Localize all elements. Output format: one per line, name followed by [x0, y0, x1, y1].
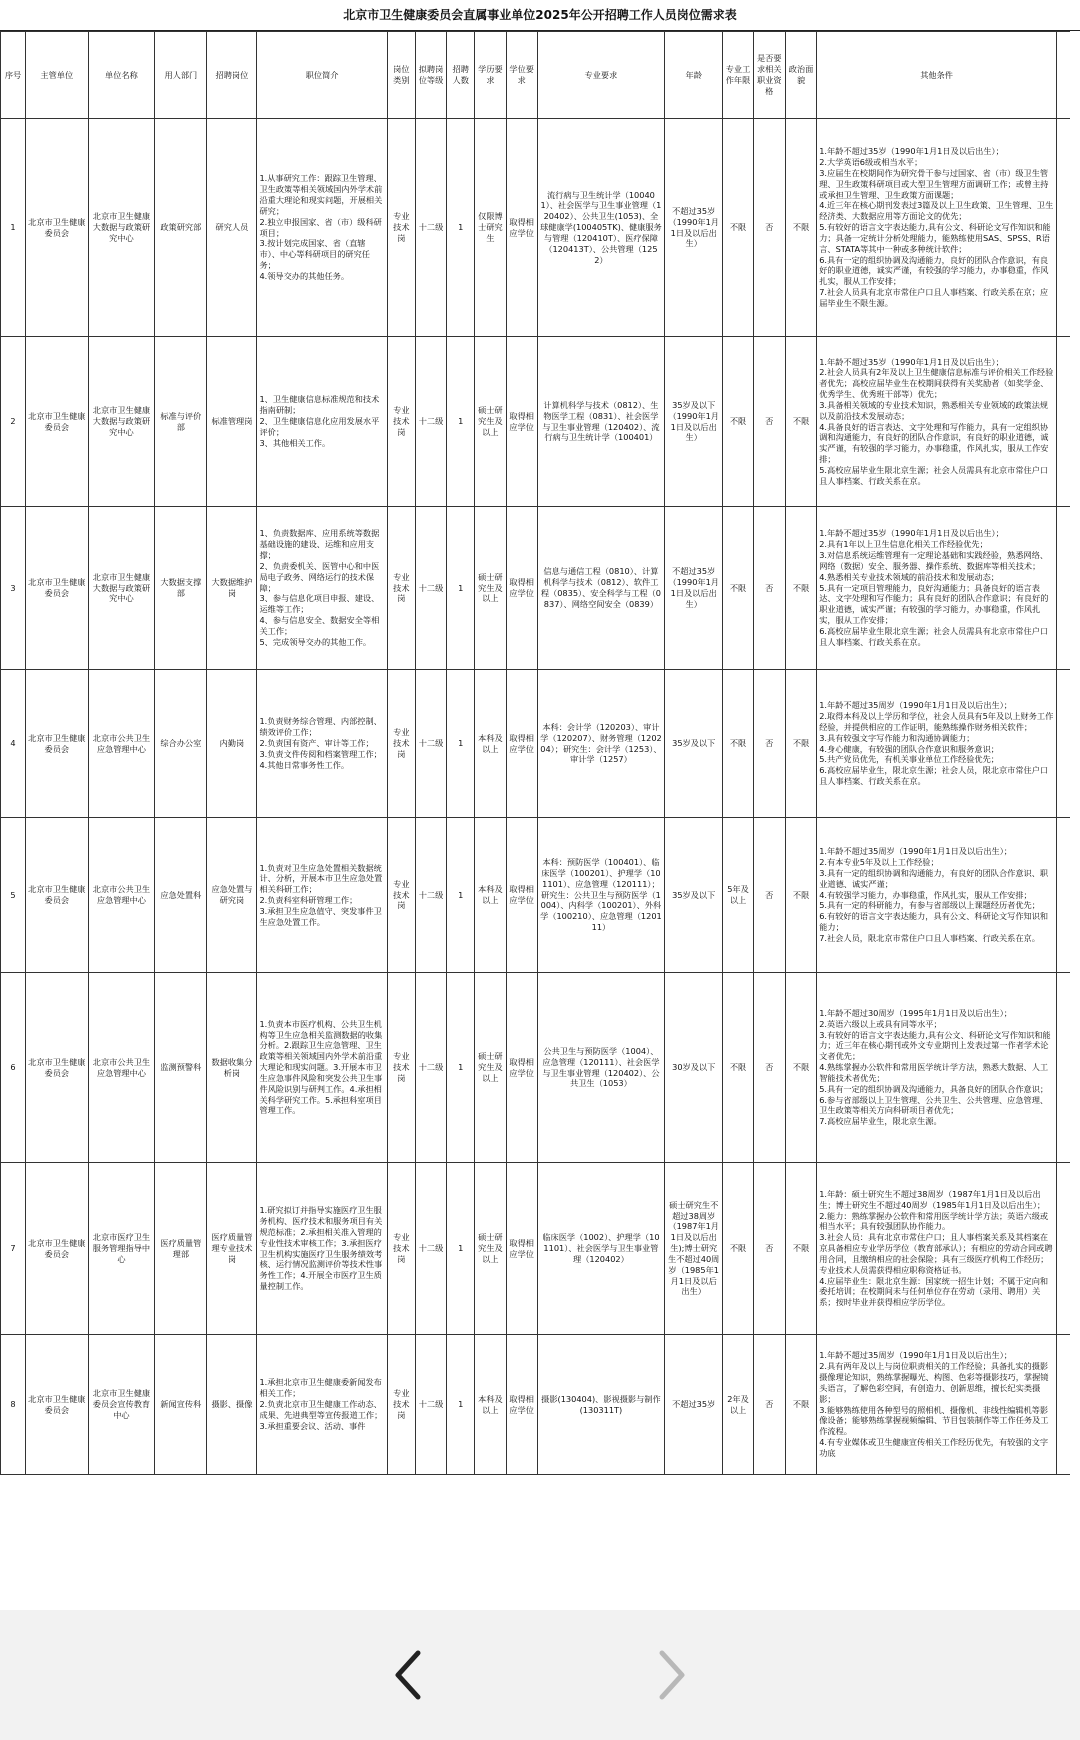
hiring-department: 新闻宣传科	[155, 1335, 207, 1475]
age-requirement: 35岁及以下	[665, 670, 723, 818]
row-number: 5	[1, 818, 26, 973]
job-description: 1.负责财务综合管理、内部控制、绩效评价工作； 2.负责国有资产、审计等工作； 3.负责文件传阅和档案管理工作； 4.其他日常事务性工作。	[257, 670, 387, 818]
previous-page-button[interactable]	[378, 1645, 438, 1705]
other-conditions: 1.年龄不超过35岁（1990年1月1日及以后出生）； 2.社会人员具有2年及以上卫生健康信息标准与评价相关工作经验者优先；高校应届毕业生在校期间获得有关奖励者（如奖学金、优秀学生、优秀班干部等）优先； 3.具备相关领域的专业技术知识，熟悉相关专业领域的政策法规以及前沿技术发展动态； 4.具备良好的语言表达、文字处理和写作能力，具有一定组织协调和沟通能力，有良好的团队合作意识，有良好的职业道德，诚实严谨，有较强的学习能力，办事稳重，作风扎实，服从工作安排； 5.高校应届毕业生限北京生源；社会人员需具有北京市常住户口且人事档案、行政关系在京。	[817, 337, 1057, 507]
other-conditions: 1.年龄：硕士研究生不超过38周岁（1987年1月1日及以后出生；博士研究生不超过40周岁（1985年1月1日及以后出生）； 2.能力：熟练掌握办公软件和常用医学统计学方法；英语六级或相当水平；具有较强团队协作能力。 3.社会人员：具有北京市常住户口；且人事档案关系及其档案在京具备相应专业学历学位（教育部承认）；有相应的劳动合同或聘用合同，且缴纳相应的社会保险；具有三级医疗机构工作经历；专业技术人员需获得相应职称资格证书。 4.应届毕业生：限北京生源：国家统一招生计划；不属于定向和委托培训；在校期间未与任何单位存在劳动（录用、聘用）关系；按时毕业并获得相应学历学位。	[817, 1163, 1057, 1335]
unit-name: 北京市卫生健康委员会宣传教育中心	[88, 1335, 155, 1475]
work-years: 不限	[723, 337, 753, 507]
table-row	[1, 670, 1078, 818]
hiring-count: 1	[447, 119, 475, 337]
hiring-department: 综合办公室	[155, 670, 207, 818]
hiring-department: 监测预警科	[155, 973, 207, 1163]
column-header: 其他条件	[817, 32, 1057, 119]
degree-requirement: 取得相应学位	[506, 670, 537, 818]
row-number: 3	[1, 507, 26, 670]
job-description: 1.从事研究工作：跟踪卫生管理、卫生政策等相关领域国内外学术前沿重大理论和现实问题，开展相关研究； 2.独立申报国家、省（市）级科研项目； 3.按计划完成国家、省（直辖市）、中心等科研项目的研究任务； 4.领导交办的其他任务。	[257, 119, 387, 337]
major-requirement: 计算机科学与技术（0812）、生物医学工程（0831）、社会医学与卫生事业管理（120402）、流行病与卫生统计学（100401）	[537, 337, 664, 507]
hiring-count: 1	[447, 670, 475, 818]
supervising-dept: 北京市卫生健康委员会	[26, 1163, 89, 1335]
column-header: 序号	[1, 32, 26, 119]
position-category: 专业技术岗	[387, 670, 415, 818]
hiring-department: 政策研究部	[155, 119, 207, 337]
other-conditions: 1.年龄不超过35周岁（1990年1月1日及以后出生）； 2.取得本科及以上学历和学位，社会人员具有5年及以上财务工作经验，并提供相应的工作证明，能熟练操作财务相关软件； 3.具有较强文字写作能力和沟通协调能力； 4.身心健康，有较强的团队合作意识和服务意识； 5.共产党员优先，有机关事业单位工作经验优先； 6.高校应届毕业生，限北京生源；社会人员，限北京市常住户口且人事档案、行政关系在京。	[817, 670, 1057, 818]
position-category: 专业技术岗	[387, 507, 415, 670]
row-number: 6	[1, 973, 26, 1163]
position-category: 专业技术岗	[387, 818, 415, 973]
column-header: 年龄	[665, 32, 723, 119]
work-years: 不限	[723, 507, 753, 670]
job-description: 1.研究拟订并指导实施医疗卫生服务机构、医疗技术和服务项目有关规范标准；2.承担相关准入管理的专业性技术审核工作；3.承担医疗卫生机构实施医疗卫生服务绩效考核、运行情况监测评价等技术性事务性工作；4.开展全市医疗卫生质量控制工作。	[257, 1163, 387, 1335]
position-name: 数据收集分析岗	[207, 973, 257, 1163]
unit-name: 北京市医疗卫生服务管理指导中心	[88, 1163, 155, 1335]
row-number: 8	[1, 1335, 26, 1475]
hiring-count: 1	[447, 507, 475, 670]
major-requirement: 流行病与卫生统计学（100401）、社会医学与卫生事业管理（120402）、公共卫生(1053)、全球健康学(100405TK)、健康服务与管理（120410T）、医疗保障（120413T）、公共管理（1252）	[537, 119, 664, 337]
certificate-requirement: 否	[753, 670, 785, 818]
position-level: 十二级	[415, 507, 446, 670]
column-header: 学历要求	[475, 32, 506, 119]
certificate-requirement: 否	[753, 119, 785, 337]
supervising-dept: 北京市卫生健康委员会	[26, 337, 89, 507]
table-row	[1, 973, 1078, 1163]
column-header: 主管单位	[26, 32, 89, 119]
position-category: 专业技术岗	[387, 337, 415, 507]
work-years: 2年及以上	[723, 1335, 753, 1475]
degree-requirement: 取得相应学位	[506, 337, 537, 507]
education-requirement: 硕士研究生及以上	[475, 1163, 506, 1335]
degree-requirement: 取得相应学位	[506, 973, 537, 1163]
degree-requirement: 取得相应学位	[506, 507, 537, 670]
education-requirement: 本科及以上	[475, 670, 506, 818]
column-header: 职位简介	[257, 32, 387, 119]
column-header: 是否要求相关职业资格	[753, 32, 785, 119]
political-status: 不限	[785, 337, 816, 507]
job-description: 1、卫生健康信息标准规范和技术指南研制； 2、卫生健康信息化应用发展水平评价； 3、其他相关工作。	[257, 337, 387, 507]
age-requirement: 不超过35岁（1990年1月1日及以后出生）	[665, 507, 723, 670]
column-header: 专业工作年限	[723, 32, 753, 119]
political-status: 不限	[785, 119, 816, 337]
age-requirement: 不超过35岁（1990年1月1日及以后出生）	[665, 119, 723, 337]
certificate-requirement: 否	[753, 337, 785, 507]
position-category: 专业技术岗	[387, 1335, 415, 1475]
position-name: 摄影、摄像	[207, 1335, 257, 1475]
table-row	[1, 507, 1078, 670]
education-requirement: 仅限博士研究生	[475, 119, 506, 337]
column-header: 学位要求	[506, 32, 537, 119]
job-description: 1.负责本市医疗机构、公共卫生机构等卫生应急相关监测数据的收集分析。2.跟踪卫生应急管理、卫生政策等相关领域国内外学术前沿重大理论和现实问题。3.开展本市卫生应急事件风险和突发公共卫生事件风险识别与研判工作。4.承担相关科学研究工作。5.承担科室项目管理工作。	[257, 973, 387, 1163]
position-name: 医疗质量管理专业技术岗	[207, 1163, 257, 1335]
other-conditions: 1.年龄不超过35周岁（1990年1月1日及以后出生）； 2.具有两年及以上与岗位职责相关的工作经验；具备扎实的摄影摄像理论知识，熟练掌握曝光、构图、色彩等摄影技巧，掌握镜头语言，了解色彩空间，有创造力、创新思维，擅长纪实类摄影； 3.能够熟练使用各种型号的照相机、摄像机、非线性编辑机等影像设备；能够熟练掌握视频编辑、节目包装制作等工作任务及工作流程。 4.有专业媒体或卫生健康宣传相关工作经历优先，有较强的文字功底	[817, 1335, 1057, 1475]
column-header: 拟聘岗位等级	[415, 32, 446, 119]
political-status: 不限	[785, 973, 816, 1163]
age-requirement: 硕士研究生不超过38周岁（1987年1月1日及以后出生);博士研究生不超过40周岁（1985年1月1日及以后出生）	[665, 1163, 723, 1335]
education-requirement: 本科及以上	[475, 818, 506, 973]
table-row	[1, 1335, 1078, 1475]
row-number: 7	[1, 1163, 26, 1335]
degree-requirement: 取得相应学位	[506, 1163, 537, 1335]
age-requirement: 不超过35岁	[665, 1335, 723, 1475]
supervising-dept: 北京市卫生健康委员会	[26, 1335, 89, 1475]
position-level: 十二级	[415, 1163, 446, 1335]
degree-requirement: 取得相应学位	[506, 119, 537, 337]
table-title: 北京市卫生健康委员会直属事业单位2025年公开招聘工作人员岗位需求表	[0, 0, 1080, 31]
political-status: 不限	[785, 1335, 816, 1475]
major-requirement: 公共卫生与预防医学（1004）、应急管理（120111）、社会医学与卫生事业管理（120402）、公共卫生（1053）	[537, 973, 664, 1163]
supervising-dept: 北京市卫生健康委员会	[26, 973, 89, 1163]
certificate-requirement: 否	[753, 818, 785, 973]
chevron-right-icon	[652, 1647, 692, 1703]
row-number: 1	[1, 119, 26, 337]
work-years: 5年及以上	[723, 818, 753, 973]
other-conditions: 1.年龄不超过35周岁（1990年1月1日及以后出生）； 2.有本专业5年及以上工作经验； 3.具有一定的组织协调和沟通能力，有良好的团队合作意识、职业道德、诚实严谨； 4.有较强学习能力，办事稳重，作风扎实，服从工作安排； 5.具有一定的科研能力，有参与省部级以上课题经历者优先； 6.有较好的语言文字表达能力，具有公文、科研论文写作知识和能力； 7.社会人员，限北京市常住户口且人事档案、行政关系在京。	[817, 818, 1057, 973]
position-level: 十二级	[415, 670, 446, 818]
political-status: 不限	[785, 670, 816, 818]
position-name: 研究人员	[207, 119, 257, 337]
unit-name: 北京市卫生健康大数据与政策研究中心	[88, 119, 155, 337]
column-header: 岗位类别	[387, 32, 415, 119]
column-header: 单位名称	[88, 32, 155, 119]
unit-name: 北京市卫生健康大数据与政策研究中心	[88, 337, 155, 507]
work-years: 不限	[723, 670, 753, 818]
education-requirement: 硕士研究生及以上	[475, 337, 506, 507]
hiring-department: 大数据支撑部	[155, 507, 207, 670]
job-description: 1.承担北京市卫生健康委新闻发布相关工作； 2.负责北京市卫生健康工作动态、成果、先进典型等宣传报道工作； 3.承担重要会议、活动、事件	[257, 1335, 387, 1475]
table-row	[1, 119, 1078, 337]
certificate-requirement: 否	[753, 973, 785, 1163]
unit-name: 北京市公共卫生应急管理中心	[88, 670, 155, 818]
certificate-requirement: 否	[753, 1335, 785, 1475]
hiring-count: 1	[447, 818, 475, 973]
job-description: 1、负责数据库、应用系统等数据基础设施的建设、运维和应用支撑； 2、负责委机关、医管中心和中医局电子政务、网络运行的技术保障； 3、参与信息化项目申报、建设、运维等工作； 4、参与信息安全、数据安全等相关工作； 5、完成领导交办的其他工作。	[257, 507, 387, 670]
row-number: 2	[1, 337, 26, 507]
age-requirement: 30岁及以下	[665, 973, 723, 1163]
supervising-dept: 北京市卫生健康委员会	[26, 670, 89, 818]
unit-name: 北京市卫生健康大数据与政策研究中心	[88, 507, 155, 670]
major-requirement: 本科：预防医学（100401）、临床医学（100201）、护理学（101101）、应急管理（120111）；研究生：公共卫生与预防医学（1004）、内科学（100201）、外科学（100210）、应急管理（120111）	[537, 818, 664, 973]
hiring-count: 1	[447, 1163, 475, 1335]
major-requirement: 摄影(130404)、影视摄影与制作(130311T)	[537, 1335, 664, 1475]
political-status: 不限	[785, 1163, 816, 1335]
right-edge	[1070, 31, 1080, 1610]
row-number: 4	[1, 670, 26, 818]
political-status: 不限	[785, 507, 816, 670]
column-header: 政治面貌	[785, 32, 816, 119]
hiring-department: 医疗质量管理部	[155, 1163, 207, 1335]
position-name: 应急处置与研究岗	[207, 818, 257, 973]
hiring-count: 1	[447, 337, 475, 507]
work-years: 不限	[723, 1163, 753, 1335]
column-header: 招聘人数	[447, 32, 475, 119]
job-requirements-table	[0, 31, 1078, 1475]
work-years: 不限	[723, 119, 753, 337]
education-requirement: 本科及以上	[475, 1335, 506, 1475]
table-header-row	[1, 32, 1078, 119]
work-years: 不限	[723, 973, 753, 1163]
chevron-left-icon	[388, 1647, 428, 1703]
hiring-department: 应急处置科	[155, 818, 207, 973]
supervising-dept: 北京市卫生健康委员会	[26, 119, 89, 337]
position-name: 内勤岗	[207, 670, 257, 818]
position-category: 专业技术岗	[387, 1163, 415, 1335]
certificate-requirement: 否	[753, 507, 785, 670]
column-header: 招聘岗位	[207, 32, 257, 119]
major-requirement: 本科：会计学（120203）、审计学（120207）、财务管理（120204）；研究生：会计学（1253）、审计学（1257）	[537, 670, 664, 818]
position-name: 标准管理岗	[207, 337, 257, 507]
age-requirement: 35岁及以下（1990年1月1日及以后出生）	[665, 337, 723, 507]
certificate-requirement: 否	[753, 1163, 785, 1335]
column-header: 用人部门	[155, 32, 207, 119]
position-level: 十二级	[415, 337, 446, 507]
position-category: 专业技术岗	[387, 973, 415, 1163]
degree-requirement: 取得相应学位	[506, 818, 537, 973]
table-row	[1, 337, 1078, 507]
position-category: 专业技术岗	[387, 119, 415, 337]
position-level: 十二级	[415, 1335, 446, 1475]
position-level: 十二级	[415, 818, 446, 973]
political-status: 不限	[785, 818, 816, 973]
supervising-dept: 北京市卫生健康委员会	[26, 507, 89, 670]
major-requirement: 信息与通信工程（0810）、计算机科学与技术（0812）、软件工程（0835）、安全科学与工程（0837）、网络空间安全（0839）	[537, 507, 664, 670]
job-description: 1.负责对卫生应急处置相关数据统计、分析，开展本市卫生应急处置相关科研工作； 2.负责科室科研管理工作； 3.承担卫生应急值守、突发事件卫生应急处置工作。	[257, 818, 387, 973]
other-conditions: 1.年龄不超过35岁（1990年1月1日及以后出生）； 2.大学英语6级或相当水平； 3.应届生在校期间作为研究骨干参与过国家、省（市）级卫生管理、卫生政策科研项目或大型卫生管理方面调研工作；或曾主持或承担卫生管理、卫生政策方面课题； 4.近三年在核心期刊发表过3篇及以上卫生政策、卫生管理、卫生经济类、大数据应用等方面论文的优先； 5.有较好的语言文字表达能力,具有公文、科研论文写作知识和能力；具备一定统计分析处理能力，能熟练使用SAS、SPSS、R语言、STATA等其中一种或多种统计软件； 6.具有一定的组织协调及沟通能力，良好的团队合作意识，有良好的职业道德，诚实严谨，有较强的学习能力，办事稳重，作风扎实，服从工作安排； 7.社会人员具有北京市常住户口且人事档案、行政关系在京；应届毕业生不限生源。	[817, 119, 1057, 337]
education-requirement: 硕士研究生及以上	[475, 507, 506, 670]
unit-name: 北京市公共卫生应急管理中心	[88, 818, 155, 973]
supervising-dept: 北京市卫生健康委员会	[26, 818, 89, 973]
degree-requirement: 取得相应学位	[506, 1335, 537, 1475]
unit-name: 北京市公共卫生应急管理中心	[88, 973, 155, 1163]
education-requirement: 硕士研究生及以上	[475, 973, 506, 1163]
major-requirement: 临床医学（1002）、护理学（101101）、社会医学与卫生事业管理（120402）	[537, 1163, 664, 1335]
column-header: 专业要求	[537, 32, 664, 119]
position-name: 大数据维护岗	[207, 507, 257, 670]
position-level: 十二级	[415, 119, 446, 337]
hiring-count: 1	[447, 1335, 475, 1475]
hiring-department: 标准与评价部	[155, 337, 207, 507]
next-page-button[interactable]	[642, 1645, 702, 1705]
position-level: 十二级	[415, 973, 446, 1163]
age-requirement: 35岁及以下	[665, 818, 723, 973]
hiring-count: 1	[447, 973, 475, 1163]
bottom-navigation-bar	[0, 1610, 1080, 1740]
other-conditions: 1.年龄不超过30周岁（1995年1月1日及以后出生）； 2.英语六级以上或具有同等水平； 3.有较好的语言文字表达能力,具有公文、科研论文写作知识和能力；近三年在核心期刊或外文专业期刊上发表过第一作者学术论文者优先； 4.熟练掌握办公软件和常用医学统计学方法，熟悉大数据、人工智能技术者优先； 5.具有一定的组织协调及沟通能力，具备良好的团队合作意识； 6.参与省部级以上卫生管理、公共卫生、公共管理、应急管理、卫生政策等相关方向科研项目者优先； 7.高校应届毕业生，限北京生源。	[817, 973, 1057, 1163]
table-row	[1, 818, 1078, 973]
other-conditions: 1.年龄不超过35岁（1990年1月1日及以后出生）； 2.具有1年以上卫生信息化相关工作经验优先； 3.对信息系统运维管理有一定理论基础和实践经验，熟悉网络、网络（数据）安全、服务器、操作系统、数据库等相关技术； 4.熟悉相关专业技术领域的前沿技术和发展动态； 5.具有一定项目管理能力，良好沟通能力；具备良好的语言表达、文字处理和写作能力；具有良好的团队合作意识；有良好的职业道德，诚实严谨；有较强的学习能力，办事稳重，作风扎实，服从工作安排； 6.高校应届毕业生限北京生源；社会人员需具有北京市常住户口且人事档案、行政关系在京。	[817, 507, 1057, 670]
table-row	[1, 1163, 1078, 1335]
